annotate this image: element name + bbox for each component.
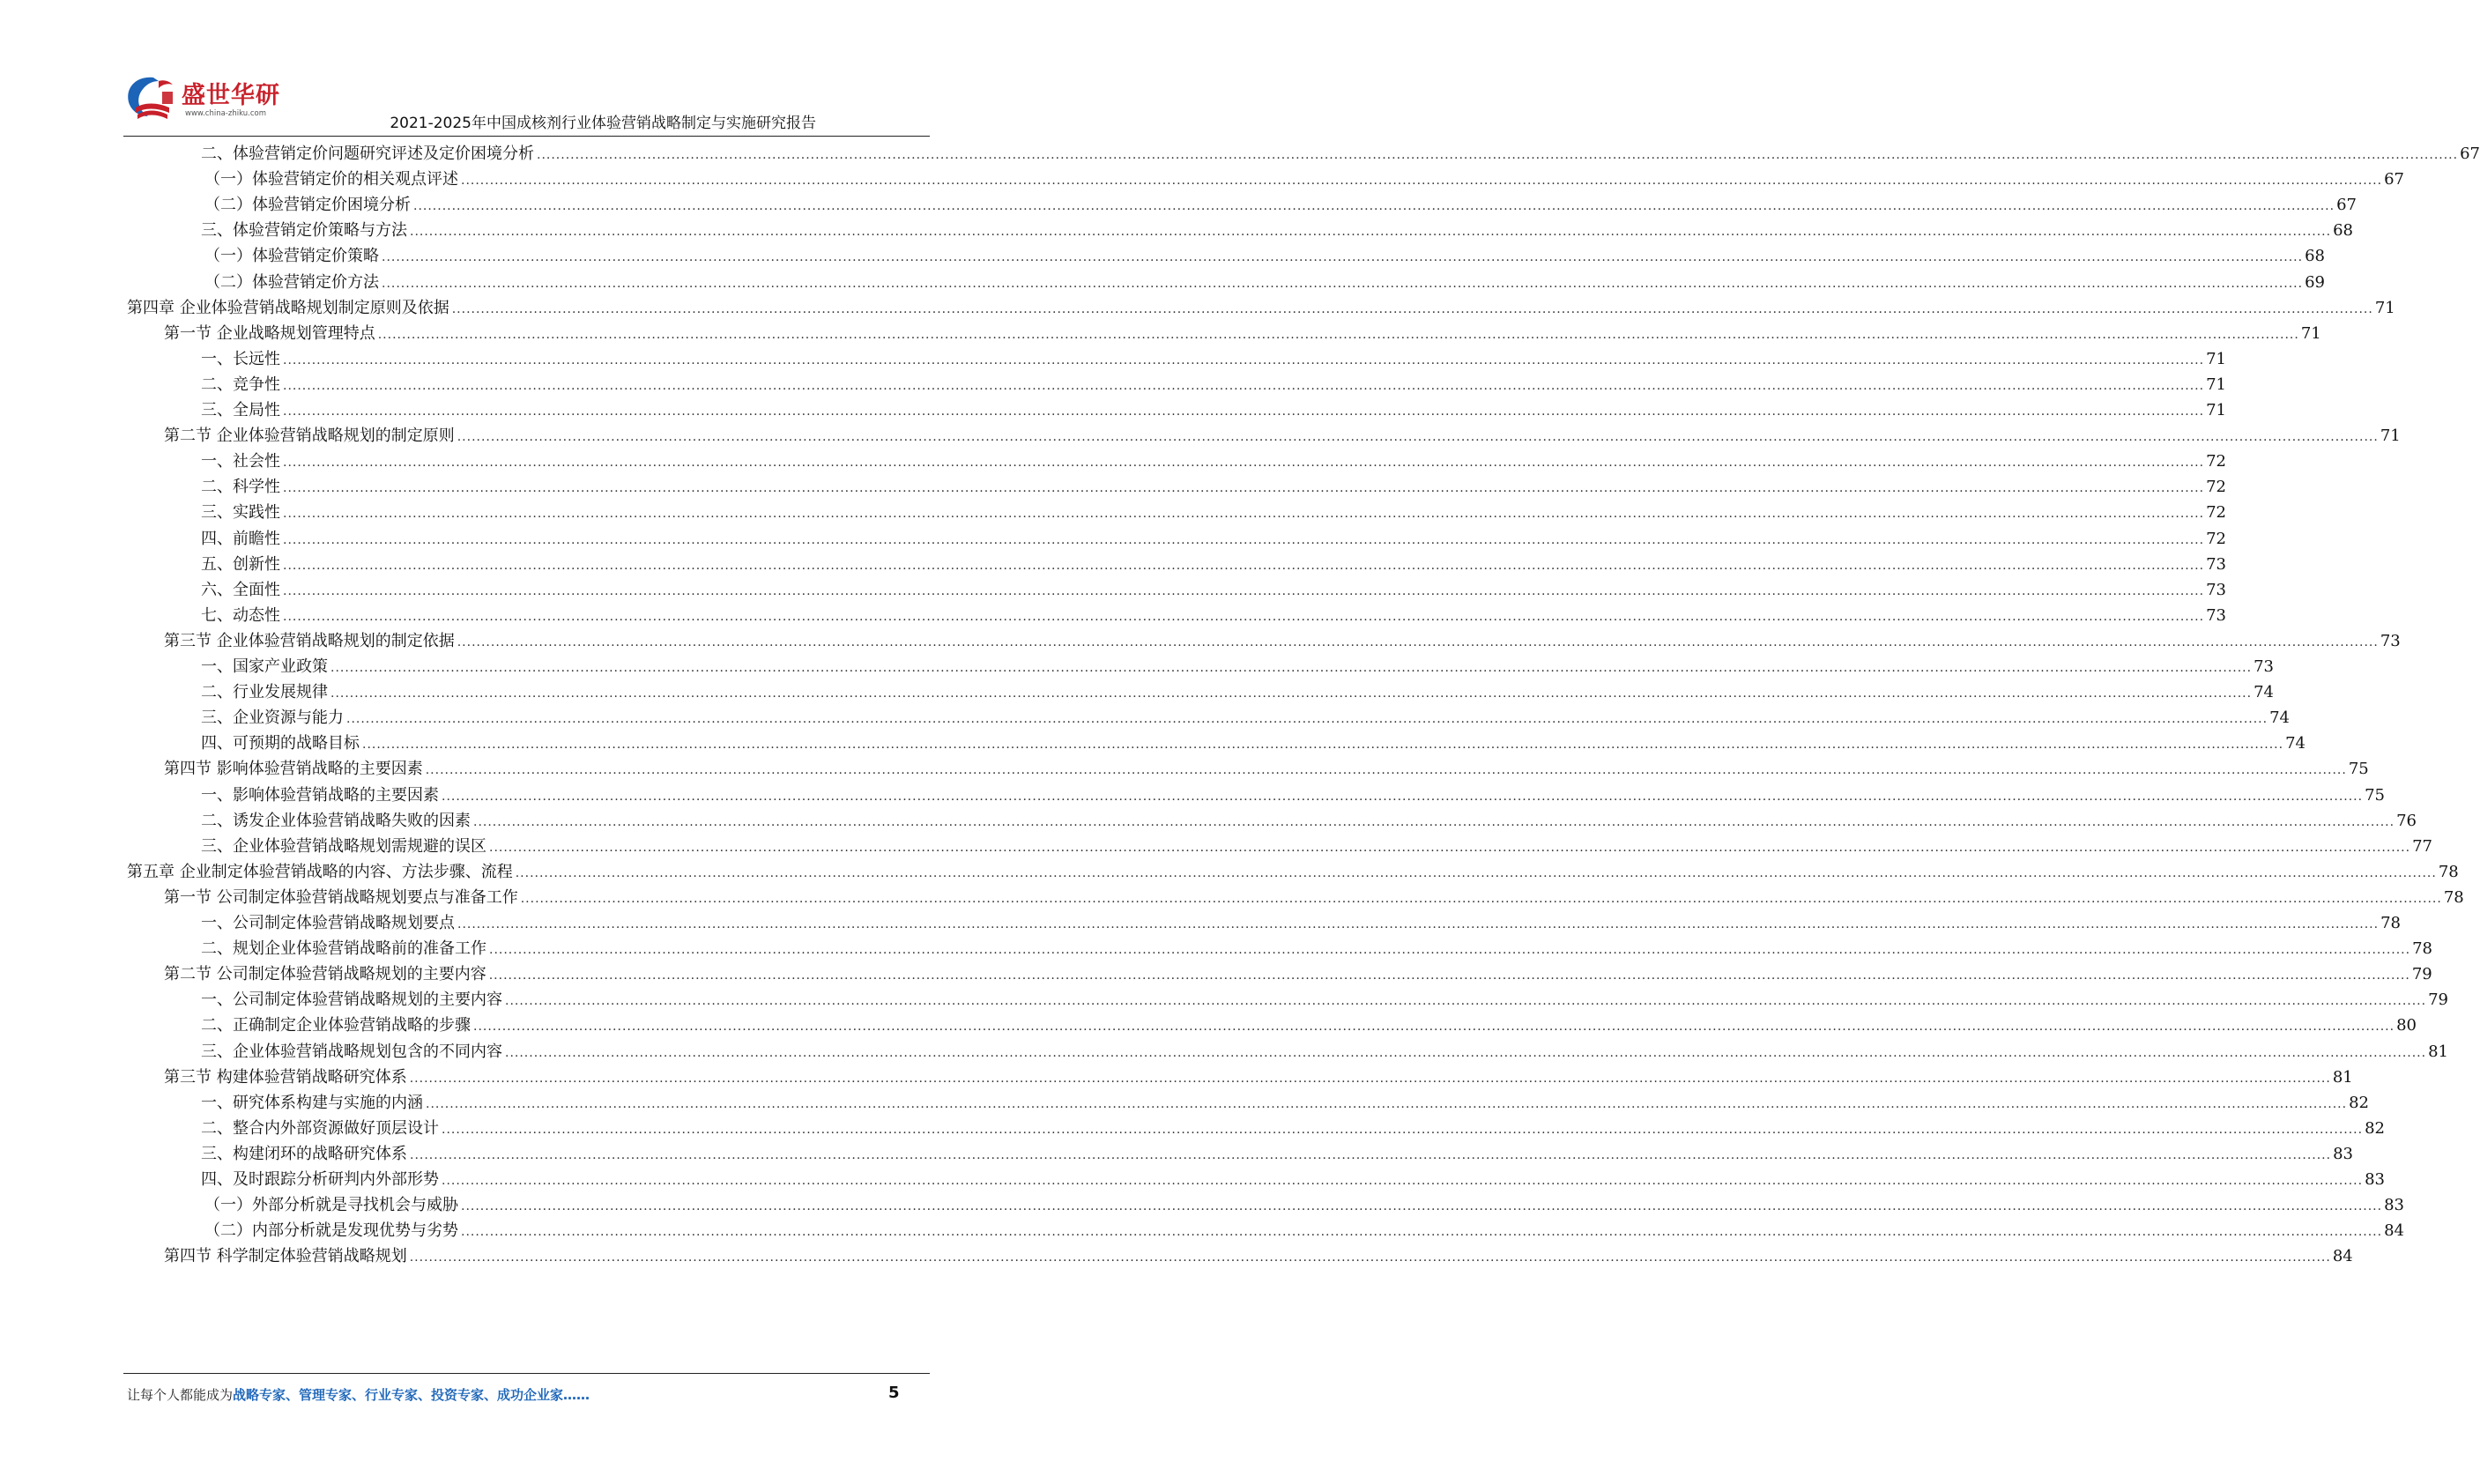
toc-entry-page: 82 <box>2349 1093 2369 1112</box>
toc-entry[interactable] <box>0 372 2226 399</box>
toc-leader-dots: ................................................................................................................................................................................................................................................................................................................................................................................................................ <box>442 1174 2364 1188</box>
toc-entry-page: 71 <box>2300 323 2321 343</box>
toc-entry[interactable] <box>0 141 2480 168</box>
footer-slogan-emphasis: 战略专家、管理专家、行业专家、投资专家、成功企业家…… <box>233 1387 590 1403</box>
toc-entry[interactable] <box>0 218 2353 245</box>
toc-entry-page: 72 <box>2206 452 2226 471</box>
toc-entry-title: 三、构建闭环的战略研究体系 <box>201 1144 407 1163</box>
toc-entry-page: 75 <box>2365 785 2385 805</box>
logo-name: 盛世华研 <box>182 82 280 109</box>
toc-leader-dots: ................................................................................................................................................................................................................................................................................................................................................................................................................ <box>346 712 2268 727</box>
toc-entry[interactable] <box>0 1243 2353 1271</box>
toc-entry[interactable] <box>0 449 2226 476</box>
toc-entry-title: 三、企业资源与能力 <box>201 709 344 728</box>
toc-entry-page: 83 <box>2365 1170 2385 1189</box>
toc-entry-title: 第四节 影响体验营销战略的主要因素 <box>164 760 423 779</box>
toc-entry-title: 第二节 企业体验营销战略规划的制定原则 <box>164 427 455 446</box>
toc-entry-page: 72 <box>2206 478 2226 497</box>
toc-entry-title: 三、企业体验营销战略规划包含的不同内容 <box>201 1042 502 1061</box>
toc-entry[interactable] <box>0 321 2321 348</box>
toc-entry[interactable] <box>0 834 2432 861</box>
toc-leader-dots: ................................................................................................................................................................................................................................................................................................................................................................................................................ <box>382 250 2304 265</box>
toc-entry-title: 第三节 企业体验营销战略规划的制定依据 <box>164 631 455 650</box>
toc-entry[interactable] <box>0 783 2385 810</box>
toc-entry-page: 82 <box>2365 1118 2385 1138</box>
toc-entry-page: 71 <box>2374 298 2395 317</box>
toc-entry[interactable] <box>0 987 2448 1014</box>
toc-entry-title: （二）内部分析就是发现优势与劣势 <box>204 1221 458 1241</box>
toc-leader-dots: ................................................................................................................................................................................................................................................................................................................................................................................................................ <box>410 225 2332 240</box>
toc-entry-page: 79 <box>2428 991 2448 1010</box>
toc-entry-page: 78 <box>2438 862 2459 881</box>
toc-entry-title: 一、公司制定体验营销战略规划要点 <box>201 914 455 932</box>
toc-entry[interactable] <box>0 885 2464 912</box>
toc-leader-dots: ................................................................................................................................................................................................................................................................................................................................................................................................................ <box>505 994 2427 1009</box>
toc-entry[interactable] <box>0 654 2274 681</box>
toc-entry[interactable] <box>0 961 2432 989</box>
toc-entry-page: 71 <box>2206 401 2226 419</box>
toc-entry[interactable] <box>0 552 2226 579</box>
toc-entry-page: 67 <box>2384 170 2404 189</box>
footer-divider <box>123 1373 930 1374</box>
toc-leader-dots: ................................................................................................................................................................................................................................................................................................................................................................................................................ <box>461 174 2383 189</box>
toc-entry-page: 78 <box>2412 939 2432 959</box>
toc-entry-title: （一）体验营销定价的相关观点评述 <box>204 170 458 189</box>
toc-entry-page: 84 <box>2332 1247 2353 1266</box>
toc-entry-page: 74 <box>2254 683 2274 702</box>
toc-entry-title: 六、全面性 <box>201 580 280 599</box>
toc-entry[interactable] <box>0 628 2401 656</box>
toc-entry-title: 二、规划企业体验营销战略前的准备工作 <box>201 939 486 959</box>
toc-entry-title: 第一节 企业战略规划管理特点 <box>164 323 375 343</box>
toc-entry[interactable] <box>0 1065 2353 1092</box>
toc-entry[interactable] <box>0 167 2404 194</box>
toc-leader-dots: ................................................................................................................................................................................................................................................................................................................................................................................................................ <box>461 1225 2383 1240</box>
toc-leader-dots: ................................................................................................................................................................................................................................................................................................................................................................................................................ <box>382 276 2304 291</box>
toc-entry-title: 第三节 构建体验营销战略研究体系 <box>164 1067 407 1087</box>
toc-entry[interactable] <box>0 910 2401 938</box>
toc-entry-page: 74 <box>2269 709 2290 728</box>
toc-entry-title: 一、长远性 <box>201 349 280 368</box>
toc-entry[interactable] <box>0 526 2226 553</box>
toc-entry[interactable] <box>0 243 2325 271</box>
toc-leader-dots: ................................................................................................................................................................................................................................................................................................................................................................................................................ <box>537 148 2459 162</box>
toc-leader-dots: ................................................................................................................................................................................................................................................................................................................................................................................................................ <box>283 378 2205 393</box>
page-number: 5 <box>888 1384 900 1402</box>
toc-entry-title: 三、全局性 <box>201 401 280 419</box>
toc-leader-dots: ................................................................................................................................................................................................................................................................................................................................................................................................................ <box>457 634 2379 649</box>
toc-entry-title: 二、竞争性 <box>201 375 280 394</box>
toc-entry[interactable] <box>0 808 2417 835</box>
toc-leader-dots: ................................................................................................................................................................................................................................................................................................................................................................................................................ <box>489 840 2411 855</box>
footer-slogan <box>127 1385 590 1404</box>
toc-leader-dots: ................................................................................................................................................................................................................................................................................................................................................................................................................ <box>283 532 2205 547</box>
toc-leader-dots: ................................................................................................................................................................................................................................................................................................................................................................................................................ <box>410 1147 2332 1162</box>
toc-entry-page: 77 <box>2412 836 2432 856</box>
toc-entry[interactable] <box>0 859 2459 887</box>
toc-entry-title: 一、国家产业政策 <box>201 657 328 676</box>
toc-entry-page: 73 <box>2206 580 2226 599</box>
toc-entry[interactable] <box>0 1013 2417 1040</box>
toc-entry-title: 七、动态性 <box>201 605 280 625</box>
toc-leader-dots: ................................................................................................................................................................................................................................................................................................................................................................................................................ <box>330 661 2253 675</box>
toc-entry-title: 一、公司制定体验营销战略规划的主要内容 <box>201 991 502 1010</box>
toc-entry-page: 78 <box>2380 914 2401 932</box>
toc-leader-dots: ................................................................................................................................................................................................................................................................................................................................................................................................................ <box>377 327 2299 342</box>
toc-entry-title: 第四章 企业体验营销战略规划制定原则及依据 <box>127 298 449 317</box>
toc-entry-title: （一）体验营销定价策略 <box>204 247 379 266</box>
toc-entry[interactable] <box>0 756 2369 783</box>
company-logo <box>123 72 280 129</box>
toc-entry-title: 三、体验营销定价策略与方法 <box>201 221 407 241</box>
toc-entry-page: 84 <box>2384 1221 2404 1241</box>
toc-entry-title: （二）体验营销定价困境分析 <box>204 196 411 215</box>
toc-entry-title: 三、实践性 <box>201 503 280 523</box>
toc-entry[interactable] <box>0 1218 2404 1245</box>
toc-entry[interactable] <box>0 1116 2385 1143</box>
toc-entry-page: 73 <box>2380 631 2401 650</box>
toc-entry[interactable] <box>0 346 2226 374</box>
toc-entry[interactable] <box>0 1141 2353 1169</box>
toc-entry-page: 68 <box>2333 221 2353 241</box>
toc-leader-dots: ................................................................................................................................................................................................................................................................................................................................................................................................................ <box>283 609 2205 624</box>
toc-entry-title: 二、诱发企业体验营销战略失败的因素 <box>201 811 471 830</box>
toc-entry-page: 72 <box>2206 503 2226 523</box>
toc-entry-title: 第四节 科学制定体验营销战略规划 <box>164 1247 407 1266</box>
toc-leader-dots: ................................................................................................................................................................................................................................................................................................................................................................................................................ <box>425 763 2347 778</box>
toc-leader-dots: ................................................................................................................................................................................................................................................................................................................................................................................................................ <box>413 199 2335 214</box>
toc-entry-page: 69 <box>2305 272 2325 292</box>
toc-entry-page: 73 <box>2206 605 2226 625</box>
toc-entry-title: 一、社会性 <box>201 452 280 471</box>
report-title: 2021-2025年中国成核剂行业体验营销战略制定与实施研究报告 <box>390 115 816 132</box>
toc-leader-dots: ................................................................................................................................................................................................................................................................................................................................................................................................................ <box>283 352 2205 367</box>
footer-slogan-lead: 让每个人都能成为 <box>127 1387 234 1403</box>
toc-entry-title: 二、科学性 <box>201 478 280 497</box>
toc-leader-dots: ................................................................................................................................................................................................................................................................................................................................................................................................................ <box>283 481 2205 496</box>
toc-entry-page: 83 <box>2384 1196 2404 1215</box>
toc-leader-dots: ................................................................................................................................................................................................................................................................................................................................................................................................................ <box>461 1199 2383 1214</box>
toc-leader-dots: ................................................................................................................................................................................................................................................................................................................................................................................................................ <box>442 789 2364 804</box>
toc-leader-dots: ................................................................................................................................................................................................................................................................................................................................................................................................................ <box>520 891 2442 906</box>
toc-leader-dots: ................................................................................................................................................................................................................................................................................................................................................................................................................ <box>283 507 2205 522</box>
toc-entry-page: 71 <box>2380 427 2401 446</box>
toc-leader-dots: ................................................................................................................................................................................................................................................................................................................................................................................................................ <box>473 1020 2395 1035</box>
toc-entry-page: 71 <box>2206 349 2226 368</box>
toc-leader-dots: ................................................................................................................................................................................................................................................................................................................................................................................................................ <box>451 301 2373 316</box>
toc-leader-dots: ................................................................................................................................................................................................................................................................................................................................................................................................................ <box>330 686 2253 701</box>
toc-leader-dots: ................................................................................................................................................................................................................................................................................................................................................................................................................ <box>283 404 2205 419</box>
toc-entry-page: 81 <box>2332 1067 2353 1087</box>
toc-entry-title: （二）体验营销定价方法 <box>204 272 379 292</box>
toc-entry[interactable] <box>0 577 2226 605</box>
toc-entry[interactable] <box>0 295 2395 323</box>
toc-leader-dots: ................................................................................................................................................................................................................................................................................................................................................................................................................ <box>488 968 2410 983</box>
toc-entry-title: 四、可预期的战略目标 <box>201 734 360 753</box>
toc-entry-page: 72 <box>2206 529 2226 548</box>
toc-entry-title: 第一节 公司制定体验营销战略规划要点与准备工作 <box>164 887 518 907</box>
toc-entry-page: 67 <box>2460 145 2480 163</box>
toc-entry-page: 67 <box>2336 196 2357 215</box>
toc-entry-page: 79 <box>2411 965 2432 984</box>
toc-leader-dots: ................................................................................................................................................................................................................................................................................................................................................................................................................ <box>489 943 2411 958</box>
toc-entry-page: 68 <box>2305 247 2325 266</box>
toc-entry-title: 四、前瞻性 <box>201 529 280 548</box>
toc-leader-dots: ................................................................................................................................................................................................................................................................................................................................................................................................................ <box>283 456 2205 471</box>
toc-entry[interactable] <box>0 423 2401 450</box>
toc-entry[interactable] <box>0 1039 2448 1066</box>
toc-leader-dots: ................................................................................................................................................................................................................................................................................................................................................................................................................ <box>409 1071 2331 1086</box>
toc-entry-title: 二、行业发展规律 <box>201 683 328 702</box>
toc-leader-dots: ................................................................................................................................................................................................................................................................................................................................................................................................................ <box>515 865 2437 880</box>
header-divider <box>123 136 930 137</box>
toc-entry[interactable] <box>0 474 2226 501</box>
toc-entry[interactable] <box>0 192 2357 219</box>
toc-entry-page: 80 <box>2396 1016 2417 1035</box>
toc-entry[interactable] <box>0 731 2306 758</box>
toc-entry-title: 第五章 企业制定体验营销战略的内容、方法步骤、流程 <box>127 862 513 881</box>
toc-entry-page: 76 <box>2396 811 2417 830</box>
toc-entry[interactable] <box>0 603 2226 630</box>
toc-entry-title: 第二节 公司制定体验营销战略规划的主要内容 <box>164 965 486 984</box>
page-header <box>0 0 1050 141</box>
toc-entry-title: 四、及时跟踪分析研判内外部形势 <box>201 1170 439 1189</box>
toc-entry-title: 三、企业体验营销战略规划需规避的误区 <box>201 836 486 856</box>
toc-leader-dots: ................................................................................................................................................................................................................................................................................................................................................................................................................ <box>409 1250 2331 1265</box>
toc-entry-title: 二、体验营销定价问题研究评述及定价困境分析 <box>201 145 534 163</box>
toc-leader-dots: ................................................................................................................................................................................................................................................................................................................................................................................................................ <box>283 583 2205 598</box>
toc-entry[interactable] <box>0 397 2226 425</box>
toc-entry-page: 73 <box>2254 657 2274 676</box>
toc-leader-dots: ................................................................................................................................................................................................................................................................................................................................................................................................................ <box>442 1122 2364 1137</box>
toc-entry-page: 81 <box>2428 1042 2448 1061</box>
toc-entry-page: 78 <box>2443 887 2464 907</box>
toc-entry[interactable] <box>0 679 2274 707</box>
toc-entry-title: 一、影响体验营销战略的主要因素 <box>201 785 439 805</box>
toc-leader-dots: ................................................................................................................................................................................................................................................................................................................................................................................................................ <box>457 430 2379 445</box>
toc-entry-page: 73 <box>2206 554 2226 574</box>
toc-leader-dots: ................................................................................................................................................................................................................................................................................................................................................................................................................ <box>505 1045 2427 1060</box>
toc-leader-dots: ................................................................................................................................................................................................................................................................................................................................................................................................................ <box>457 917 2380 931</box>
toc-entry[interactable] <box>0 705 2290 732</box>
toc-entry[interactable] <box>0 936 2432 963</box>
toc-leader-dots: ................................................................................................................................................................................................................................................................................................................................................................................................................ <box>362 738 2284 753</box>
toc-entry[interactable] <box>0 1090 2369 1117</box>
toc-entry[interactable] <box>0 1167 2385 1194</box>
toc-entry-page: 71 <box>2206 375 2226 394</box>
toc-entry-title: 二、正确制定企业体验营销战略的步骤 <box>201 1016 471 1035</box>
logo-url: www.china-zhiku.com <box>185 109 266 118</box>
toc-leader-dots: ................................................................................................................................................................................................................................................................................................................................................................................................................ <box>426 1096 2348 1111</box>
toc-entry-page: 75 <box>2348 760 2369 779</box>
toc-entry[interactable] <box>0 270 2325 297</box>
toc-entry[interactable] <box>0 500 2226 527</box>
toc-entry[interactable] <box>0 1192 2404 1220</box>
toc-leader-dots: ................................................................................................................................................................................................................................................................................................................................................................................................................ <box>473 814 2395 829</box>
toc-entry-title: 五、创新性 <box>201 554 280 574</box>
logo-emblem-icon <box>123 72 185 125</box>
toc-entry-title: 一、研究体系构建与实施的内涵 <box>201 1093 423 1112</box>
toc-entry-title: （一）外部分析就是寻找机会与威胁 <box>204 1196 458 1215</box>
toc-leader-dots: ................................................................................................................................................................................................................................................................................................................................................................................................................ <box>283 558 2205 573</box>
toc-entry-title: 二、整合内外部资源做好顶层设计 <box>201 1118 439 1138</box>
toc-entry-page: 83 <box>2333 1144 2353 1163</box>
toc-entry-page: 74 <box>2285 734 2306 753</box>
